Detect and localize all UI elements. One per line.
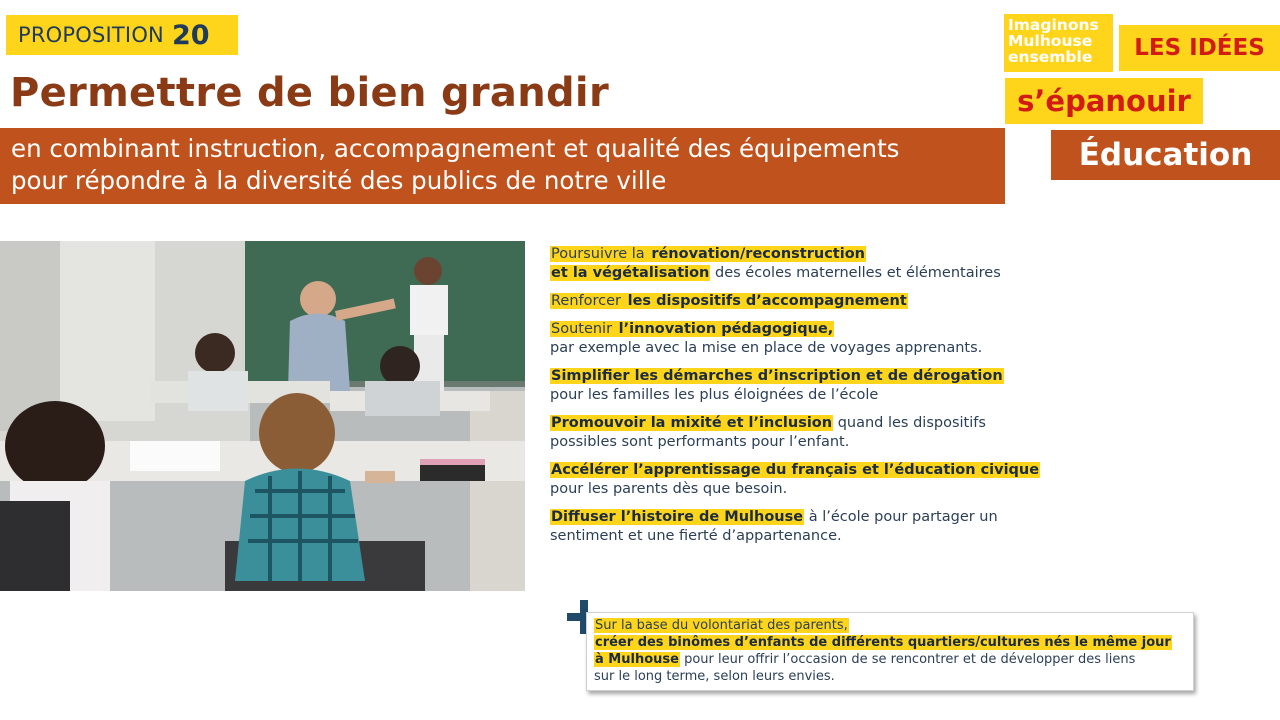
text-line (550, 527, 1240, 546)
les-idees-label: LES IDÉES (1119, 25, 1280, 71)
highlighted-text: Diffuser l’histoire de Mulhouse (551, 509, 804, 525)
text-line (594, 617, 1193, 634)
highlighted-text: Accélérer l’apprentissage du français et l’éducation civique (551, 462, 1040, 478)
logo-line: Imaginons (1008, 16, 1099, 34)
subtitle-line: en combinant instruction, accompagnement et qualité des équipements (11, 134, 900, 163)
proposal-item (550, 245, 1240, 283)
text-line (550, 339, 1240, 358)
proposition-badge (6, 15, 238, 55)
text-line (550, 264, 1240, 283)
text-segment: à l’école pour partager un (804, 509, 998, 525)
text-line (594, 634, 1193, 651)
text-segment: sentiment et une fierté d’appartenance. (550, 528, 842, 544)
proposals-list (550, 245, 1240, 555)
text-line (550, 245, 1240, 264)
logo-line: ensemble (1008, 48, 1093, 66)
proposal-item (550, 320, 1240, 358)
text-line (550, 461, 1240, 480)
additional-proposal-box (586, 612, 1194, 691)
highlighted-text: et la végétalisation (551, 265, 710, 281)
text-line (550, 414, 1240, 433)
text-segment: pour les parents dès que besoin. (550, 481, 788, 497)
highlighted-text: créer des binômes d’enfants de différents quartiers/cultures nés le même jour (595, 635, 1171, 650)
text-line (550, 320, 1240, 339)
text-segment: par exemple avec la mise en place de voyages apprenants. (550, 340, 983, 356)
highlighted-text: les dispositifs d’accompagnement (627, 293, 907, 309)
proposal-item (550, 461, 1240, 499)
classroom-illustration (0, 241, 525, 591)
highlighted-text: rénovation/reconstruction (651, 246, 865, 262)
proposition-label: PROPOSITION (18, 23, 164, 47)
text-line (550, 292, 1240, 311)
text-segment: Renforcer (551, 293, 626, 309)
category-label: Éducation (1051, 130, 1280, 180)
text-segment: Sur la base du volontariat des parents, (595, 618, 848, 633)
subtitle-band (0, 128, 1005, 204)
text-line (594, 668, 1193, 685)
text-segment: des écoles maternelles et élémentaires (710, 265, 1001, 281)
classroom-photo (0, 241, 525, 591)
text-segment: quand les dispositifs (833, 415, 986, 431)
imaginons-mulhouse-logo (1004, 14, 1113, 72)
text-segment: sur le long terme, selon leurs envies. (594, 669, 835, 684)
text-line (550, 508, 1240, 527)
text-segment: possibles sont performants pour l’enfant. (550, 434, 850, 450)
subtitle-line: pour répondre à la diversité des publics de notre ville (11, 166, 667, 195)
text-line (550, 386, 1240, 405)
proposition-number: 20 (171, 19, 210, 51)
highlighted-text: Promouvoir la mixité et l’inclusion (551, 415, 833, 431)
highlighted-text: à Mulhouse (595, 652, 679, 667)
text-segment: Poursuivre la (551, 246, 650, 262)
text-line (550, 480, 1240, 499)
proposal-item (550, 414, 1240, 452)
proposal-item (550, 508, 1240, 546)
text-segment: pour leur offrir l’occasion de se rencontrer et de développer des liens (679, 652, 1136, 667)
proposal-item (550, 367, 1240, 405)
text-line (594, 651, 1193, 668)
highlighted-text: Simplifier les démarches d’inscription et de dérogation (551, 368, 1003, 384)
page-title: Permettre de bien grandir (10, 70, 609, 116)
text-line (550, 433, 1240, 452)
text-segment: Soutenir (551, 321, 617, 337)
theme-label: s’épanouir (1005, 78, 1203, 124)
text-segment: pour les familles les plus éloignées de l’école (550, 387, 879, 403)
proposal-item (550, 292, 1240, 311)
text-line (550, 367, 1240, 386)
highlighted-text: l’innovation pédagogique, (618, 321, 834, 337)
logo-line: Mulhouse (1008, 32, 1093, 50)
